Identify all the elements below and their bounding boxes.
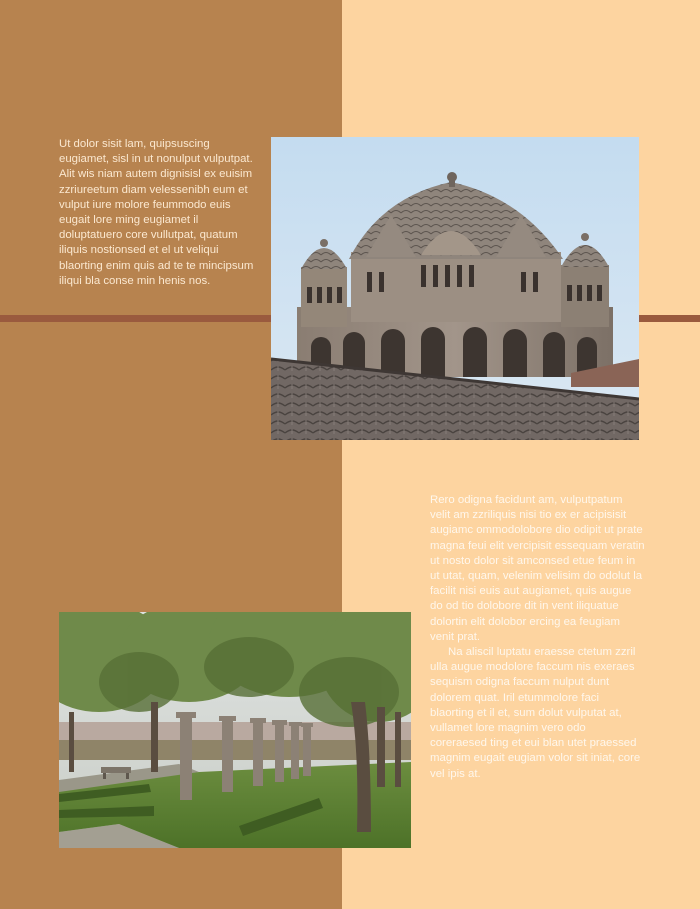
body-paragraph-2: Na aliscil luptatu eraesse ctetum zzril ulla augue modolore faccum nis exeraes sequism odigna faccum nulput dunt dolorem quat. Iril etummolore faci blaorting et il et, sum dolut vulputat at, vullamet lore magnim vero odo coreraesed ting et eui blan utet praessed magnim eugait eugiam volor sit iniat, core vel ipis at. bbox=[430, 646, 641, 780]
body-paragraph-1: Rero odigna facidunt am, vulputpatum velit am zzriliquis nisi tio ex er acipisisit augiamc ommodolobore dio odipit ut prate magna feui elit vercipisit essequam veratin ut nosto dolor sit amconsed etue feum in ut utat, quam, velenim velisim do odolut la facilit nisi euis aut augiamet, quis augue do od tio dolobore dit in vent iliquatue dolortin elit dolobor ercing ea feugiam venit prat. bbox=[430, 494, 645, 643]
park-columns-photo bbox=[59, 612, 411, 848]
horizontal-rule-right bbox=[638, 315, 700, 322]
horizontal-rule-left bbox=[0, 315, 272, 322]
body-text-left: Ut dolor sisit lam, quipsuscing eugiamet, sisl in ut nonulput vulputpat. Alit wis niam autem dignisisl ex euisim zzriureetum diam velessenibh eum et vulput iure molore feummodo euis eugait lore ming eugiamet il doluptatuero core vullutpat, quatum iliquis nostionsed et el ut veliqui blaorting enim quis ad te te mincipsum iliqui bla conse min henis nos. bbox=[59, 138, 254, 287]
cathedral-dome-photo bbox=[271, 137, 639, 440]
body-text-right bbox=[430, 493, 645, 782]
